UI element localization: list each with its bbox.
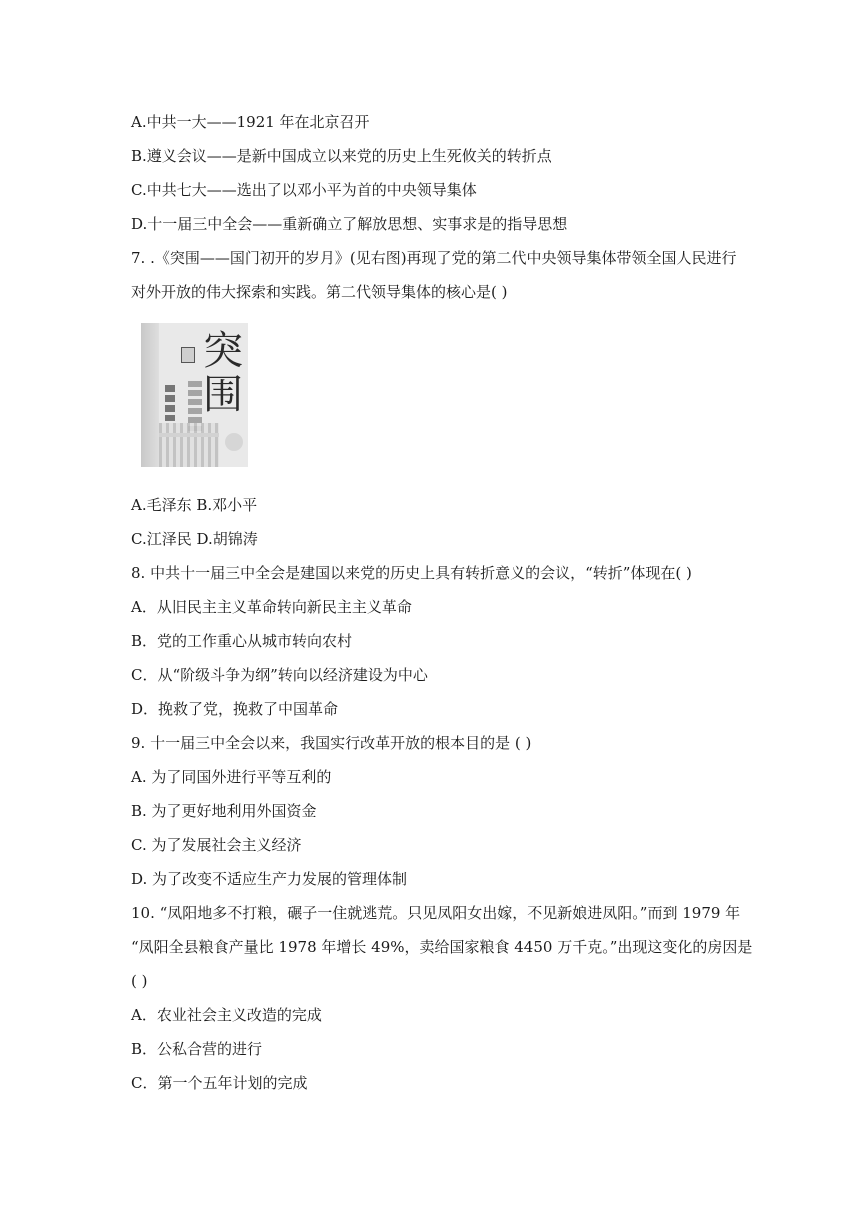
question-10-answer-blank: ( ) — [131, 972, 148, 990]
option-a-q10: A．农业社会主义改造的完成 — [131, 1006, 322, 1024]
question-9: 9. 十一届三中全会以来，我国实行改革开放的根本目的是 ( ) — [131, 734, 532, 752]
option-c-q8: C．从“阶级斗争为纲”转向以经济建设为中心 — [131, 666, 428, 684]
book-title: 突围 — [203, 328, 243, 418]
book-cover-image — [141, 323, 248, 467]
option-a-q6: A.中共一大——1921 年在北京召开 — [131, 113, 370, 131]
tiananmen-building-icon — [159, 423, 219, 467]
book-author — [165, 385, 175, 421]
question-8: 8. 中共十一届三中全会是建国以来党的历史上具有转折意义的会议，“转折”体现在( ) — [131, 564, 692, 582]
option-d-q6: D.十一届三中全会——重新确立了解放思想、实事求是的指导思想 — [131, 215, 568, 233]
option-d-q8: D．挽救了党，挽救了中国革命 — [131, 700, 339, 718]
option-a-q8: A．从旧民主主义革命转向新民主主义革命 — [131, 598, 412, 616]
option-b-q6: B.遵义会议——是新中国成立以来党的历史上生死攸关的转折点 — [131, 147, 552, 165]
options-q7-row-2: C.江泽民 D.胡锦涛 — [131, 530, 258, 548]
question-10-line-1: 10. “凤阳地多不打粮，碾子一住就逃荒。只见凤阳女出嫁，不见新娘进凤阳。”而到 1979 年 — [131, 904, 741, 922]
question-7-line-2: 对外开放的伟大探索和实践。第二代领导集体的核心是( ) — [131, 283, 508, 301]
option-b-q9: B. 为了更好地利用外国资金 — [131, 802, 317, 820]
option-b-q8: B．党的工作重心从城市转向农村 — [131, 632, 353, 650]
options-q7-row-1: A.毛泽东 B.邓小平 — [131, 496, 258, 514]
book-seal-icon — [181, 347, 195, 363]
question-10-line-2: “凤阳全县粮食产量比 1978 年增长 49%，卖给国家粮食 4450 万千克。”出现这变化的房因是 — [131, 938, 753, 956]
option-b-q10: B．公私合营的进行 — [131, 1040, 263, 1058]
option-d-q9: D. 为了改变不适应生产力发展的管理体制 — [131, 870, 408, 888]
option-c-q10: C．第一个五年计划的完成 — [131, 1074, 308, 1092]
option-a-q9: A. 为了同国外进行平等互利的 — [131, 768, 332, 786]
option-c-q9: C. 为了发展社会主义经济 — [131, 836, 302, 854]
book-stamp-icon — [225, 433, 243, 451]
question-7-line-1: 7. .《突围——国门初开的岁月》(见右图)再现了党的第二代中央领导集体带领全国人民进行 — [131, 249, 737, 267]
book-spine — [141, 323, 159, 467]
option-c-q6: C.中共七大——选出了以邓小平为首的中央领导集体 — [131, 181, 477, 199]
